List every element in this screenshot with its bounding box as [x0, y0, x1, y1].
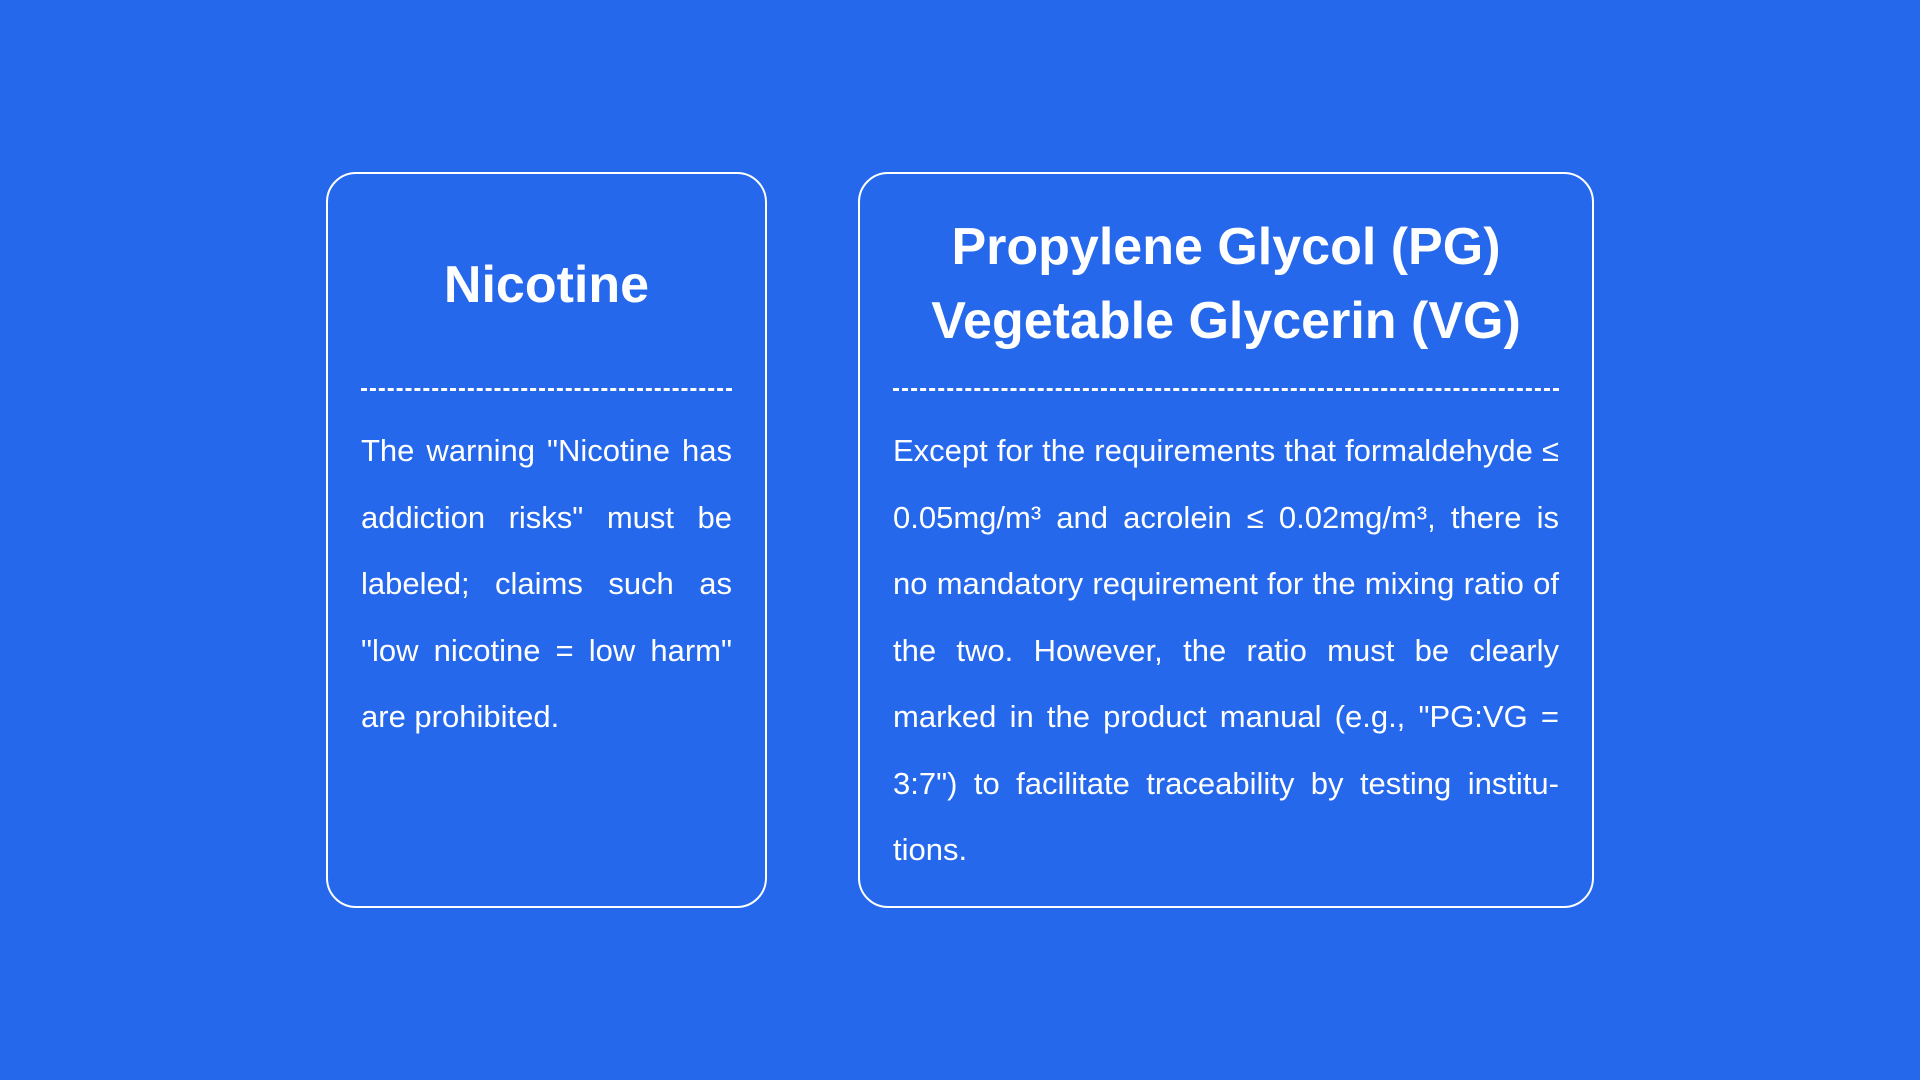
- nicotine-card-divider: [361, 388, 732, 391]
- nicotine-card-title: [328, 248, 765, 322]
- pg-vg-card-body: Except for the requirements that formaldehyde ≤ 0.05mg/m³ and acrolein ≤ 0.02mg/m³, there is no mandatory requirement for the mixing ratio of the two. However, the ratio must be clearly marked in the product manual (e.g., "PG:VG = 3:7") to facilitate traceability by testing institu-tions.: [893, 433, 1559, 867]
- nicotine-card: [326, 172, 767, 908]
- nicotine-card-body: The warning "Nicotine has addiction risks" must be labeled; claims such as "low nicotine = low harm" are prohibited.: [361, 433, 732, 734]
- nicotine-card-title-line: Nicotine: [443, 256, 650, 314]
- vg-card-title-line: Vegetable Glycerin (VG): [931, 292, 1521, 350]
- pg-vg-card-title: [860, 210, 1592, 358]
- pg-vg-card-divider: [893, 388, 1559, 391]
- pg-card-title-line: Propylene Glycol (PG): [951, 218, 1501, 276]
- pg-vg-card: [858, 172, 1594, 908]
